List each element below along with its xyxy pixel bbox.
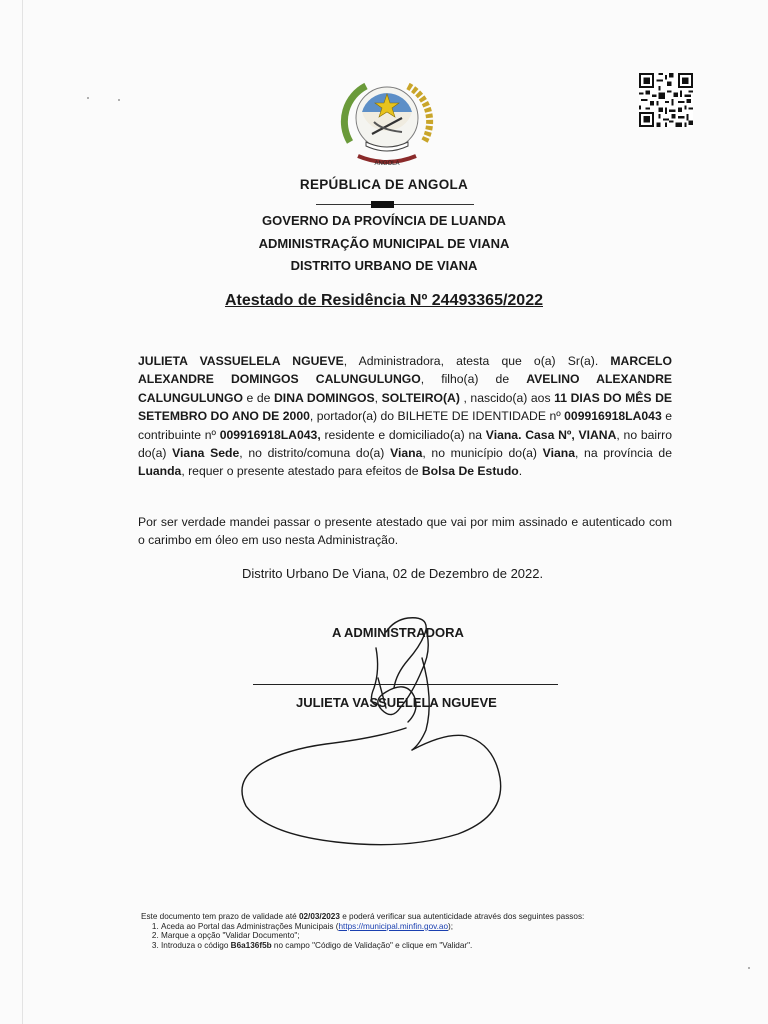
signatory-name: JULIETA VASSUELELA NGUEVE [296,695,497,710]
validation-code: B6a136f5b [230,940,272,950]
document-title [0,292,768,310]
text-segment: Aceda ao Portal das Administrações Municipais ( [161,921,339,931]
text-segment: , no distrito/comuna do(a) [239,446,391,461]
text-segment: , Administradora, atesta que o(a) Sr(a). [343,354,611,368]
signatory-role: A ADMINISTRADORA [332,625,464,640]
text-segment: e poderá verificar sua autenticidade através dos seguintes passos: [339,912,585,921]
header-separator [316,204,474,205]
text-segment: , no bairro do(a) [138,427,672,461]
province-government-heading: GOVERNO DA PROVÍNCIA DE LUANDA [262,213,506,228]
validation-step-3 [161,941,681,951]
administrator-name: JULIETA VASSUELELA NGUEVE [138,354,344,368]
taxpayer-number: 009916918LA043, [219,427,321,442]
civil-status: SOLTEIRO(A) [381,390,460,405]
text-segment: Introduza o código [161,940,231,950]
neighborhood: Viana Sede [172,446,240,461]
validation-step-2: 2. Marque a opção "Validar Documento"; [161,931,681,941]
text-segment: e de [242,390,274,405]
text-segment: , portador(a) do BILHETE DE IDENTIDADE nº [309,409,565,424]
text-segment: ); [448,921,454,931]
text-segment: , [374,390,382,405]
validation-intro [141,912,681,922]
text-segment: . [518,464,523,479]
republic-heading: REPÚBLICA DE ANGOLA [299,177,469,192]
scan-speck [748,967,750,969]
validity-date: 02/03/2023 [298,912,340,921]
address: Viana. Casa Nº, VIANA [485,427,617,442]
closing-paragraph: Por ser verdade mandei passar o presente atestado que vai por mim assinado e autenticado com o carimbo em óleo em uso nesta Administração. [138,515,672,548]
mother-name: DINA DOMINGOS [274,390,375,405]
header-separator-block [371,201,394,208]
attestation-paragraph [138,352,672,481]
urban-district-heading: DISTRITO URBANO DE VIANA [290,258,478,273]
coat-of-arms-emblem [336,72,438,172]
text-segment: , nascido(a) aos [459,390,555,405]
text-segment: Este documento tem prazo de validade até [141,912,299,921]
scan-speck [118,99,120,101]
handwritten-signature [236,610,508,850]
person-name: MARCELO ALEXANDRE DOMINGOS CALUNGULUNGO [138,354,672,387]
municipal-administration-heading: ADMINISTRAÇÃO MUNICIPAL DE VIANA [258,236,510,251]
validation-footer [141,912,681,950]
text-segment: no campo "Código de Validação" e clique em "Validar". [271,940,473,950]
text-segment: residente e domiciliado(a) na [320,427,486,442]
text-segment: , na província de [574,446,672,461]
qr-code[interactable] [638,73,694,127]
validation-step-1 [161,922,681,932]
birth-date: 11 DIAS DO MÊS DE SETEMBRO DO ANO DE 2000 [138,390,673,424]
father-name: AVELINO ALEXANDRE CALUNGULUNGO [138,372,672,405]
municipality: Viana [542,446,575,461]
province: Luanda [138,464,182,479]
document-title-text: Atestado de Residência Nº 24493365/2022 [224,292,543,309]
text-segment: , filho(a) de [420,372,527,387]
identity-number: 009916918LA043 [564,409,662,424]
portal-link[interactable]: https://municipal.minfin.gov.ao [338,921,449,931]
date-line: Distrito Urbano De Viana, 02 de Dezembro de 2022. [242,566,544,581]
text-segment: , no município do(a) [422,446,543,461]
commune: Viana [390,446,423,461]
emblem-ribbon-text: ANGOLA [374,161,400,167]
text-segment: e contribuinte nº [138,409,672,442]
validation-steps [141,922,681,951]
scan-speck [87,97,89,99]
purpose: Bolsa De Estudo [421,464,519,479]
scan-edge-line [22,0,23,1024]
text-segment: , requer o presente atestado para efeitos de [181,464,422,479]
